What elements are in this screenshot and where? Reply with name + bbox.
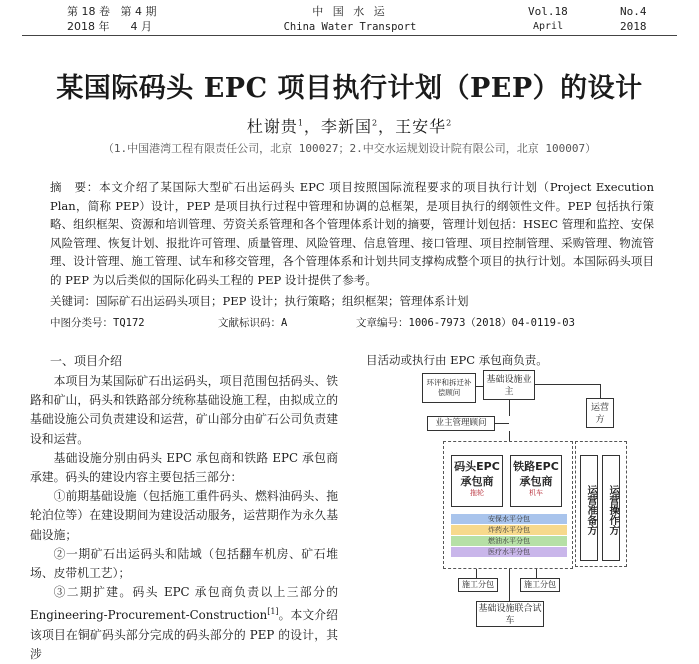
abstract-text: 本文介绍了某国际大型矿石出运码头 EPC 项目按照国际流程要求的项目执行计划（Project Execution Plan，简称 PEP）设计，PEP 是项目执行过程中管理和协调的总框架，是项目执行的纲领性文件。PEP 包括执行策略、组织框架、资源和培训管理、劳资关系管理和各个管理体系计划的摘要，管理计划包括：HSEC 管理和监控、安保风险管理、恢复计划、报批许可管理、质量管理、风险管理、信息管理、接口管理、项目控制管理、采购管理、物流管理、设计管理、施工管理、试车和移交管理，各个管理体系和计划共同支撑构成整个项目的执行计划。本国际码头项目的 PEP 为以后类似的国际化码头工程的 PEP 设计提供了参考。 <box>50 180 654 287</box>
author-list <box>0 114 699 137</box>
author-name: 杜谢贵 <box>246 117 298 136</box>
figure-caption-line: 目活动或执行由 EPC 承包商负责。 <box>366 353 548 367</box>
connector-line <box>600 384 601 398</box>
header-rule <box>22 35 677 36</box>
paper-title: 某国际码头 EPC 项目执行计划（PEP）的设计 <box>56 73 643 104</box>
operator-box: 运营方 <box>586 398 614 428</box>
body-text <box>30 372 338 664</box>
abstract-label: 摘 要： <box>50 180 100 194</box>
header-month-en: April <box>533 21 564 32</box>
abstract <box>50 178 654 290</box>
section-title: 一、项目介绍 <box>50 354 123 368</box>
ops-prep-box: 运营准备方 <box>580 455 598 561</box>
connector-line <box>536 569 537 578</box>
citation-link[interactable]: [1] <box>267 607 279 617</box>
horizontal-subcontract-band: 安保水平分包 <box>451 514 567 524</box>
rail-epc-sub: 机车 <box>529 489 543 497</box>
body-paragraph-text: 本文介绍该项目在铜矿码头部分完成的码头部分的 PEP 的设计，其涉 <box>30 608 338 661</box>
port-epc-label: 码头EPC承包商 <box>454 460 500 488</box>
body-paragraph: 本项目为某国际矿石出运码头，项目范围包括码头、铁路和矿山，码头和铁路部分统称基础设施工程，由拟成立的基础设施公司负责建设和运营，矿山部分由矿石公司负责建设和运营。 <box>30 374 338 446</box>
mgmt-consultant-box: 业主管理顾问 <box>427 416 495 431</box>
keywords-text: 国际矿石出运码头项目；PEP 设计；执行策略；组织框架；管理体系计划 <box>96 294 469 308</box>
body-paragraph: ①前期基础设施（包括施工重件码头、燃料油码头、拖轮泊位等）在建设期间为建设活动服务，运营期作为永久基础设施； <box>30 489 338 542</box>
header-vol-en: Vol.18 <box>528 5 568 18</box>
body-paragraph <box>30 583 338 664</box>
header-year-cn: 2018 年 <box>67 20 110 33</box>
keywords-label: 关键词： <box>50 294 96 308</box>
body-paragraph: 基础设施分别由码头 EPC 承包商和铁路 EPC 承包商承建。码头的建设内容主要包括三部分： <box>30 450 338 485</box>
connector-line <box>495 423 509 424</box>
horizontal-subcontract-band: 燃油水平分包 <box>451 536 567 546</box>
env-consultant-box: 环评和拆迁补偿顾问 <box>422 373 476 403</box>
connector-line <box>476 386 483 387</box>
construction-sub-box: 施工分包 <box>520 578 560 592</box>
port-epc-sub: 拖轮 <box>470 489 484 497</box>
ops-op-box: 运营操作方 <box>602 455 620 561</box>
header-journal-cn: 中 国 水 运 <box>312 5 388 18</box>
rail-epc-label: 铁路EPC承包商 <box>513 460 559 488</box>
connector-line <box>509 400 510 416</box>
author-name: 李新国 <box>320 117 372 136</box>
connector-line <box>509 569 510 601</box>
owner-box: 基础设施业主 <box>483 370 535 400</box>
header-volume <box>67 5 157 19</box>
clc-number: 中图分类号：TQ172 <box>50 317 145 329</box>
keywords <box>50 293 469 309</box>
author-separator: ， <box>378 117 396 136</box>
header-journal-en: China Water Transport <box>283 21 417 33</box>
header-year-en: 2018 <box>620 20 647 33</box>
header-date-cn <box>67 20 152 34</box>
connector-line <box>509 431 510 441</box>
article-number: 文章编号：1006-7973（2018）04-0119-03 <box>356 317 575 329</box>
horizontal-subcontract-band: 医疗水平分包 <box>451 547 567 557</box>
body-paragraph-text: ③二期扩建。码头 EPC 承包商负责以上三部分的 Engineering-Procurement-Construction <box>30 585 338 623</box>
author-affil-mark: 2 <box>371 118 379 128</box>
header-no-en: No.4 <box>620 5 647 18</box>
header-vol-cn: 第 18 卷 <box>67 5 110 18</box>
body-paragraph-end: 。 <box>278 608 291 623</box>
rail-epc-box <box>510 455 562 507</box>
author-separator: ， <box>303 117 321 136</box>
affiliation: （1.中国港湾工程有限责任公司，北京 100027；2.中交水运规划设计院有限公司，北京 100007） <box>102 142 597 155</box>
header-month-cn: 4 月 <box>130 20 152 33</box>
author-name: 王安华 <box>395 117 447 136</box>
connector-line <box>476 569 477 578</box>
body-paragraph: ②一期矿石出运码头和陆域（包括翻车机房、矿石堆场、皮带机工艺）； <box>30 546 338 581</box>
document-code: 文献标识码：A <box>218 317 288 329</box>
port-epc-box <box>451 455 503 507</box>
construction-sub-box: 施工分包 <box>458 578 498 592</box>
connector-line <box>535 384 600 385</box>
header-issue-cn: 第 4 期 <box>120 5 157 18</box>
joint-commissioning-box: 基础设施联合试车 <box>476 601 544 627</box>
author-affil-mark: 1 <box>297 118 304 128</box>
horizontal-subcontract-band: 炸药水平分包 <box>451 525 567 535</box>
author-affil-mark: 2 <box>446 118 453 128</box>
